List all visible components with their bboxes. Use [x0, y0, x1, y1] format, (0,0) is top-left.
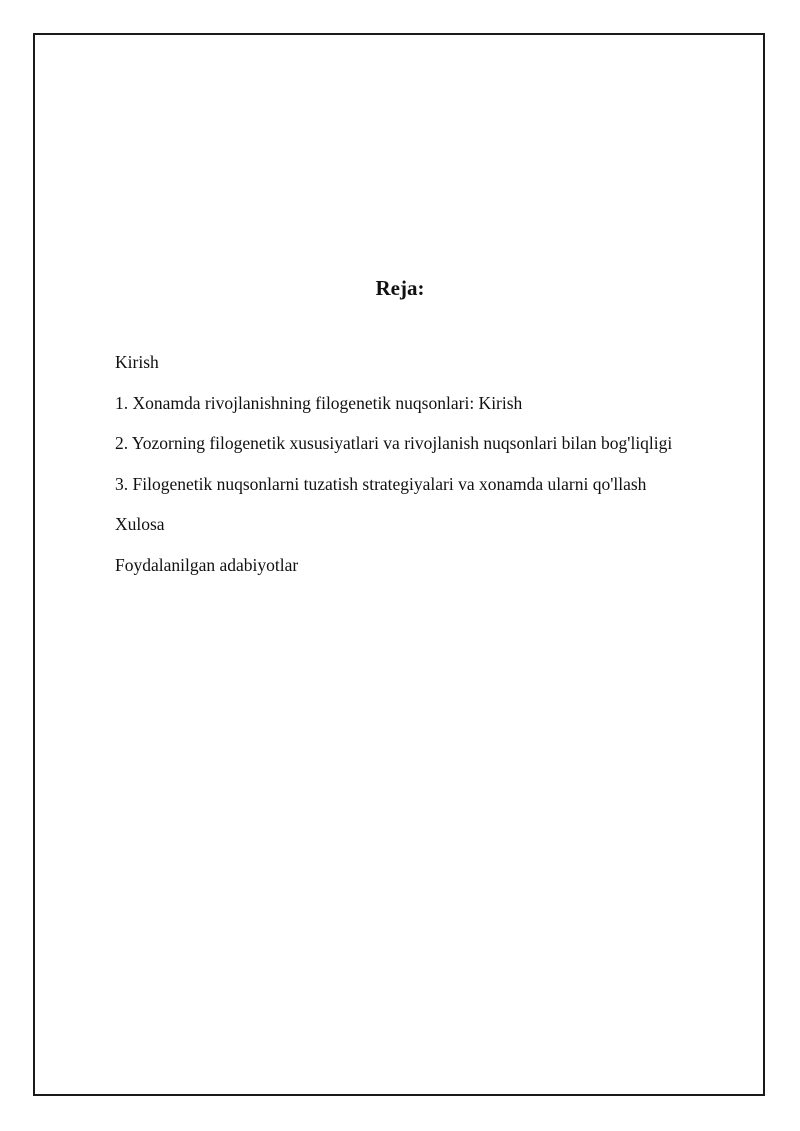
toc-item-3: 3. Filogenetik nuqsonlarni tuzatish strategiyalari va xonamda ularni qo'llash	[115, 473, 647, 494]
toc-item-references: Foydalanilgan adabiyotlar	[115, 554, 299, 575]
toc-item-intro: Kirish	[115, 352, 159, 372]
toc-item-1: 1. Xonamda rivojlanishning filogenetik nuqsonlari: Kirish	[115, 392, 523, 413]
page-title: Reja:	[375, 276, 425, 300]
table-of-contents	[115, 352, 672, 595]
toc-item-conclusion: Xulosa	[115, 514, 165, 534]
toc-item-2: 2. Yozorning filogenetik xususiyatlari va rivojlanish nuqsonlari bilan bog'liqligi	[115, 433, 673, 453]
